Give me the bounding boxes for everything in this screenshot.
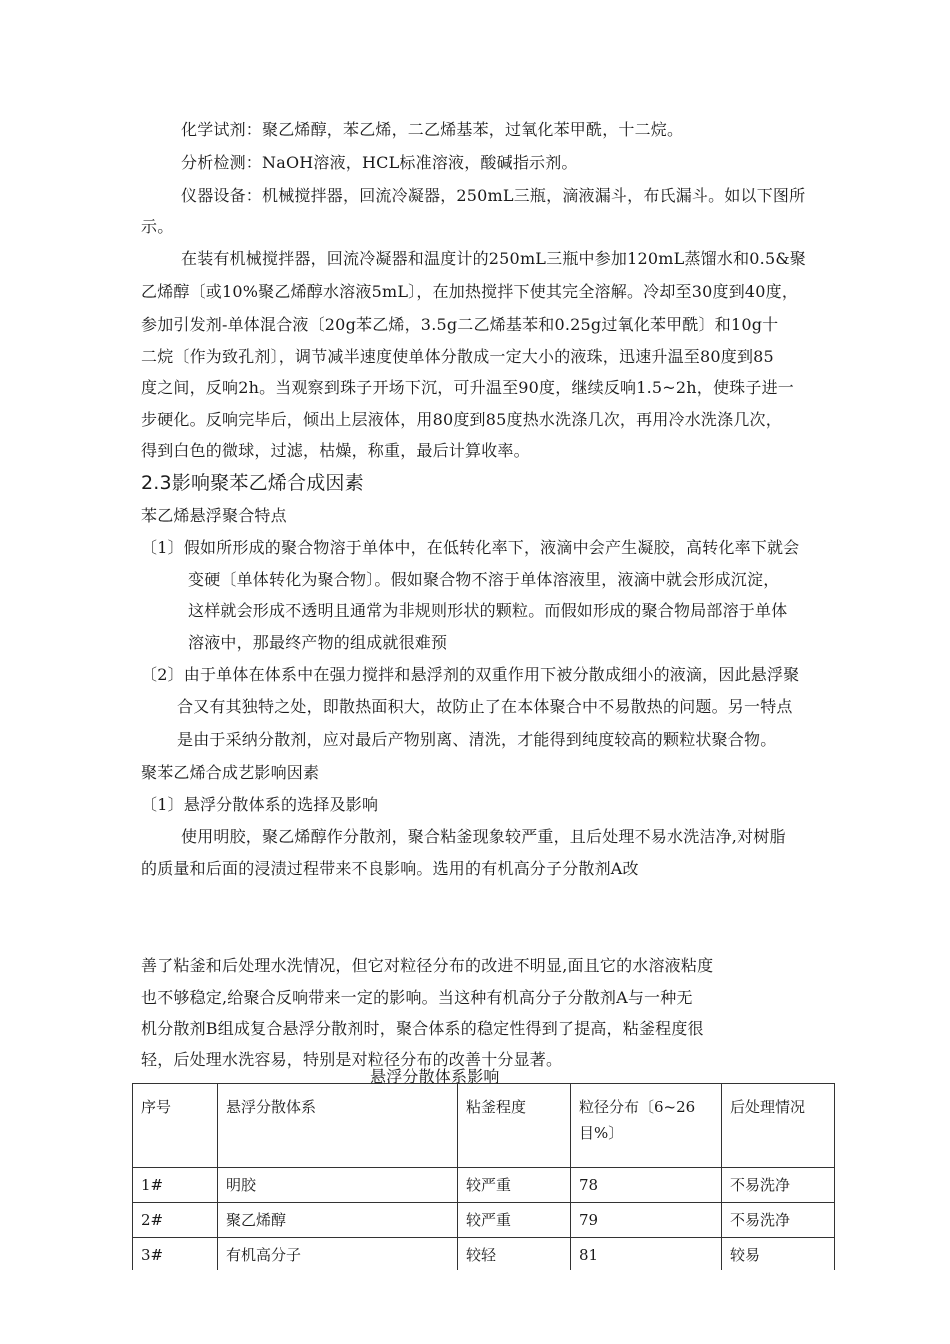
table-header-row [133, 1084, 835, 1168]
section-heading: 2.3影响聚苯乙烯合成因素 [141, 472, 364, 494]
table-cell: 较轻 [458, 1238, 571, 1271]
point2-line: 合又有其独特之处，即散热面积大，故防止了在本体聚合中不易散热的问题。另一特点 [177, 697, 793, 716]
table-cell: 81 [571, 1238, 722, 1271]
factor1-line: 的质量和后面的浸渍过程带来不良影响。选用的有机高分子分散剂A改 [141, 859, 639, 878]
reagents-chemicals: 化学试剂：聚乙烯醇，苯乙烯，二乙烯基苯，过氧化苯甲酰，十二烷。 [181, 120, 684, 139]
factor1-line: 使用明胶，聚乙烯醇作分散剂，聚合粘釜现象较严重，且后处理不易水洗洁净,对树脂 [181, 827, 786, 846]
procedure-line: 得到白色的微球，过滤，枯燥，称重，最后计算收率。 [141, 441, 530, 460]
table-header-cell: 悬浮分散体系 [218, 1084, 458, 1168]
table-cell: 不易洗净 [722, 1203, 835, 1238]
procedure-line: 在装有机械搅拌器，回流冷凝器和温度计的250mL三瓶中参加120mL蒸馏水和0.5&聚 [181, 249, 806, 268]
procedure-line: 参加引发剂-单体混合液〔20g苯乙烯，3.5g二乙烯基苯和0.25g过氧化苯甲酰〕和10g十 [141, 315, 779, 334]
procedure-line: 度之间，反响2h。当观察到珠子开场下沉，可升温至90度，继续反响1.5~2h，使珠子进一 [141, 378, 794, 397]
point2-line: 〔2〕由于单体在体系中在强力搅拌和悬浮剂的双重作用下被分散成细小的液滴，因此悬浮聚 [141, 665, 800, 684]
continuation-line: 轻，后处理水洗容易，特别是对粒径分布的改善十分显著。 [141, 1050, 563, 1069]
section-subheading: 苯乙烯悬浮聚合特点 [141, 506, 287, 525]
table-header-cell: 粘釜程度 [458, 1084, 571, 1168]
table-cell: 78 [571, 1168, 722, 1203]
table-cell: 较易 [722, 1238, 835, 1271]
table-header-cell: 粒径分布〔6~26目%〕 [571, 1084, 722, 1168]
table-header-cell: 后处理情况 [722, 1084, 835, 1168]
procedure-line: 乙烯醇〔或10%聚乙烯醇水溶液5mL〕，在加热搅拌下使其完全溶解。冷却至30度到40度， [141, 282, 799, 301]
factors-heading: 聚苯乙烯合成艺影响因素 [141, 763, 320, 782]
procedure-line: 步硬化。反响完毕后，倾出上层液体，用80度到85度热水洗涤几次，再用冷水洗涤几次， [141, 410, 782, 429]
factor1-heading: 〔1〕悬浮分散体系的选择及影响 [141, 795, 379, 814]
continuation-line: 善了粘釜和后处理水洗情况，但它对粒径分布的改进不明显,面且它的水溶液粘度 [141, 956, 714, 975]
table-caption: 悬浮分散体系影响 [370, 1067, 500, 1086]
table-cell: 聚乙烯醇 [218, 1203, 458, 1238]
table-cell: 79 [571, 1203, 722, 1238]
reagents-equipment-line1: 仪器设备：机械搅拌器，回流冷凝器，250mL三瓶，滴液漏斗，布氏漏斗。如以下图所 [181, 186, 806, 205]
point1-line: 变硬〔单体转化为聚合物〕。假如聚合物不溶于单体溶液里，液滴中就会形成沉淀， [188, 570, 780, 589]
reagents-equipment-line2: 示。 [141, 217, 174, 236]
table-cell: 3# [133, 1238, 218, 1271]
point1-line: 这样就会形成不透明且通常为非规则形状的颗粒。而假如形成的聚合物局部溶于单体 [188, 601, 788, 620]
reagents-analysis: 分析检测：NaOH溶液，HCL标准溶液，酸碱指示剂。 [181, 153, 578, 172]
table-cell: 明胶 [218, 1168, 458, 1203]
table-row [133, 1238, 835, 1271]
continuation-line: 机分散剂B组成复合悬浮分散剂时，聚合体系的稳定性得到了提高，粘釜程度很 [141, 1019, 704, 1038]
table-cell: 有机高分子 [218, 1238, 458, 1271]
procedure-line: 二烷〔作为致孔剂〕，调节减半速度使单体分散成一定大小的液珠，迅速升温至80度到85 [141, 347, 774, 366]
table-cell: 1# [133, 1168, 218, 1203]
point1-line: 〔1〕假如所形成的聚合物溶于单体中，在低转化率下，液滴中会产生凝胶，高转化率下就会 [141, 538, 800, 557]
table-cell: 不易洗净 [722, 1168, 835, 1203]
point2-line: 是由于采纳分散剂，应对最后产物别离、清洗，才能得到纯度较高的颗粒状聚合物。 [177, 730, 777, 749]
point1-line: 溶液中，那最终产物的组成就很难预 [188, 633, 448, 652]
table-header-cell: 序号 [133, 1084, 218, 1168]
continuation-line: 也不够稳定,给聚合反响带来一定的影响。当这种有机高分子分散剂A与一种无 [141, 988, 693, 1007]
table-row [133, 1203, 835, 1238]
table-cell: 较严重 [458, 1203, 571, 1238]
table-cell: 较严重 [458, 1168, 571, 1203]
table-row [133, 1168, 835, 1203]
table-cell: 2# [133, 1203, 218, 1238]
dispersion-table [132, 1083, 835, 1270]
